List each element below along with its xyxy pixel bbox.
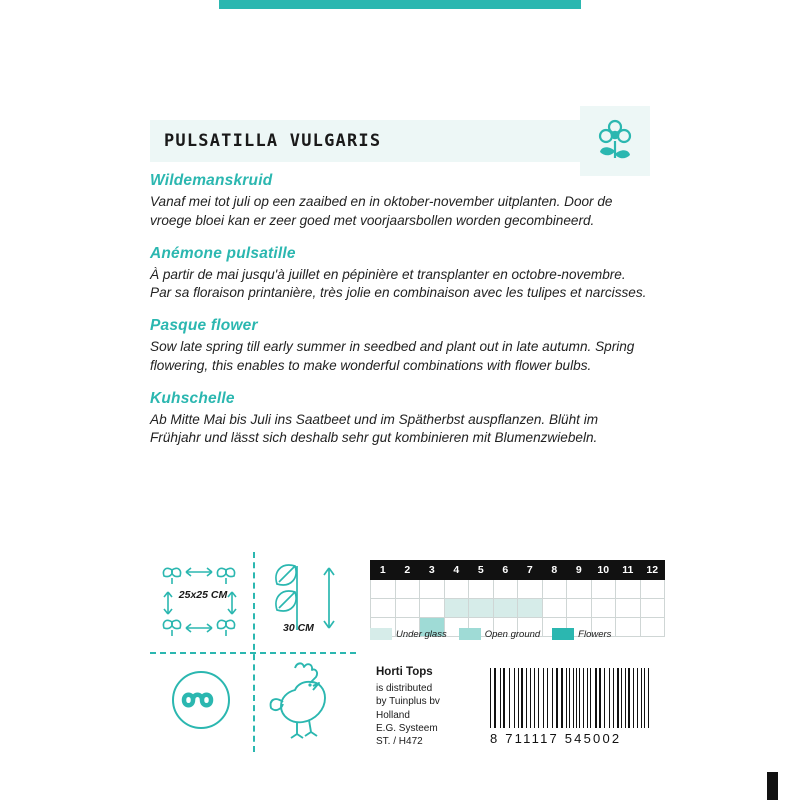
description-blocks [150,172,650,462]
calendar-cell [542,580,567,599]
calendar-cell [640,580,665,599]
legend-swatch-openground [459,628,481,640]
height-label: 30 CM [283,622,314,634]
calendar-cell [420,580,445,599]
barcode-block [490,668,650,746]
month-header: 4 [444,561,469,580]
common-name-nl: Wildemanskruid [150,172,273,189]
calendar-cell [444,599,469,618]
month-header: 5 [469,561,494,580]
description-block-nl [150,172,650,231]
calendar-cell [493,580,518,599]
plant-height-icon [253,552,356,652]
distributor-line-5: ST. / H472 [376,735,423,747]
calendar-cell [493,599,518,618]
spacing-cell [150,552,253,652]
calendar-cell [591,599,616,618]
calendar-cell [444,580,469,599]
common-name-de: Kuhschelle [150,389,235,407]
calendar-cell [616,599,641,618]
calendar-cell [616,580,641,599]
legend-swatch-flowers [552,628,574,640]
infinity-icon [150,652,253,752]
calendar-row [371,580,665,599]
calendar-cell [420,599,445,618]
spacing-label: 25x25 CM [178,589,228,601]
month-header: 3 [420,561,445,580]
legend-item-underglass [370,628,447,640]
description-block-fr [150,245,650,304]
calendar-cell [567,580,592,599]
icon-grid [150,552,356,752]
brand-logo-box [580,106,650,176]
legend-item-openground [459,628,540,640]
instructions-fr: À partir de mai jusqu'à juillet en pépinière et transplanter en octobre-novembre. Par sa floraison printanière, très jolie en combinaison avec les tulipes et narcisses. [150,266,647,301]
legend-label-openground: Open ground [484,628,541,640]
instructions-en: Sow late spring till early summer in seedbed and plant out in late autumn. Spring flowering, this enables to make wonderful combinations with flower bulbs. [150,339,635,373]
instructions-de: Ab Mitte Mai bis Juli ins Saatbeet und im Spätherbst auspflanzen. Blüht im Frühjahr und lässt sich deshalb sehr gut kombinieren mit Blumenzwiebeln. [150,411,599,446]
instructions-nl: Vanaf mei tot juli op een zaaibed en in oktober-november uitplanten. Door de vroege bloei kan er zeer goed met voorjaarsbollen worden gecombineerd. [150,194,613,228]
calendar-cell [395,599,420,618]
calendar-cell [518,599,543,618]
distributor-line-1: is distributed [376,683,433,695]
distributor-info [376,665,440,748]
top-accent-bar [219,0,581,9]
calendar-cell [640,599,665,618]
calendar-cell [542,599,567,618]
month-header: 7 [518,561,543,580]
bottom-print-mark [767,772,778,800]
legend-label-flowers: Flowers [578,628,612,640]
barcode-image [490,668,650,728]
legend-label-underglass: Under glass [396,628,447,640]
sowing-calendar [370,560,665,637]
distributor-line-4: E.G. Systeem [376,722,438,734]
calendar-row [371,599,665,618]
barcode-number: 8 711117 545002 [490,731,622,746]
title-block [150,120,650,162]
calendar-cell [469,580,494,599]
calendar-cell [469,599,494,618]
month-header: 10 [591,561,616,580]
month-header: 9 [567,561,592,580]
month-table [370,560,665,637]
page-title: PULSATILLA VULGARIS [164,131,382,151]
calendar-cell [518,580,543,599]
month-header: 6 [493,561,518,580]
calendar-cell [591,580,616,599]
calendar-cell [640,618,665,637]
calendar-legend [370,628,623,640]
legend-item-flowers [552,628,611,640]
month-header: 2 [395,561,420,580]
distributor-line-3: Holland [376,709,410,721]
rooster-icon [253,652,356,752]
height-cell [253,552,356,652]
common-name-en: Pasque flower [150,317,258,334]
calendar-cell [395,580,420,599]
legend-swatch-underglass [370,628,392,640]
distributor-line-2: by Tuinplus bv [376,696,440,708]
calendar-cell [567,599,592,618]
description-block-en [150,317,650,376]
flower-logo-icon [580,106,650,176]
rooster-cell [253,652,356,752]
calendar-cell [371,599,396,618]
common-name-fr: Anémone pulsatille [150,244,296,262]
month-header-row [371,561,665,580]
month-header: 8 [542,561,567,580]
month-header: 1 [371,561,396,580]
calendar-cell [371,580,396,599]
month-header: 11 [616,561,641,580]
plant-spacing-icon [150,552,253,652]
brand-name: Horti Tops [376,666,433,678]
description-block-de [150,390,650,449]
perennial-cell [150,652,253,752]
month-header: 12 [640,561,665,580]
